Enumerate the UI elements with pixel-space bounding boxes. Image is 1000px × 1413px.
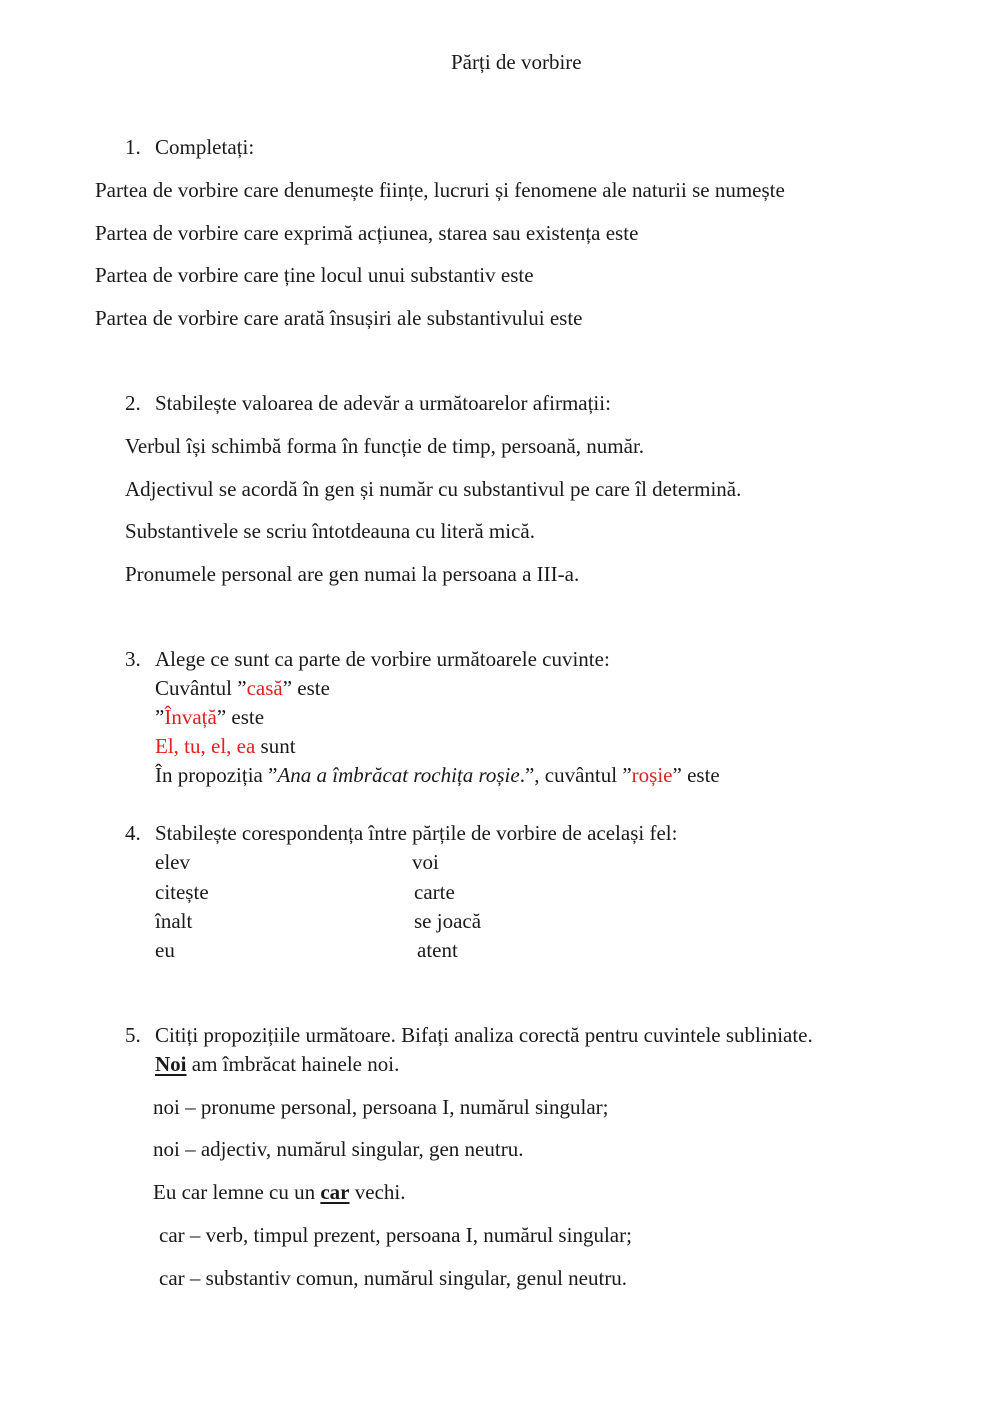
q3-l4-post: ” este xyxy=(672,763,720,787)
q5-s2-underlined-word: car xyxy=(320,1180,350,1204)
q3-l4-sentence: Ana a îmbrăcat rochița roșie xyxy=(277,763,520,787)
q2-line-4: Pronumele personal are gen numai la persoana a III-a. xyxy=(125,562,580,586)
q3-heading-text: Alege ce sunt ca parte de vorbire următoarele cuvinte: xyxy=(155,647,610,671)
q3-l4-mid: .”, cuvântul ” xyxy=(519,763,632,787)
q1-number: 1. xyxy=(125,135,141,159)
q5-s1-option-2: noi – adjectiv, numărul singular, gen neutru. xyxy=(153,1137,524,1161)
q3-l1-pre: Cuvântul ” xyxy=(155,676,247,700)
q5-heading-text: Citiți propozițiile următoare. Bifați analiza corectă pentru cuvintele subliniate. xyxy=(155,1023,813,1047)
q3-l4-word: roșie xyxy=(631,763,673,787)
q3-l2-post: ” este xyxy=(216,705,265,729)
q4-right-4: atent xyxy=(417,938,458,962)
q4-left-1: elev xyxy=(155,850,190,874)
q2-line-3: Substantivele se scriu întotdeauna cu literă mică. xyxy=(125,519,535,543)
q5-s2-pre: Eu car lemne cu un xyxy=(153,1180,321,1204)
q5-sentence-2 xyxy=(153,1179,405,1205)
q3-l2-word: Învață xyxy=(164,705,217,729)
q3-l4-pre: În propoziția ” xyxy=(155,763,278,787)
q2-line-2: Adjectivul se acordă în gen și număr cu substantivul pe care îl determină. xyxy=(125,477,742,501)
q5-s2-post: vechi. xyxy=(349,1180,406,1204)
q5-s2-option-1: car – verb, timpul prezent, persoana I, numărul singular; xyxy=(159,1223,632,1247)
q5-sentence-1 xyxy=(155,1051,399,1077)
q4-right-1: voi xyxy=(412,850,439,874)
q2-heading xyxy=(125,390,611,416)
q4-left-4: eu xyxy=(155,938,175,962)
q1-line-4: Partea de vorbire care arată însușiri ale substantivului este xyxy=(95,306,583,330)
q4-heading xyxy=(125,820,677,846)
q3-l3-word: El, tu, el, ea xyxy=(155,734,256,758)
q3-line-2 xyxy=(155,704,264,730)
q3-l1-post: ” este xyxy=(282,676,330,700)
page-title: Părți de vorbire xyxy=(451,50,582,74)
q3-l3-post: sunt xyxy=(255,734,296,758)
q3-heading xyxy=(125,646,610,672)
q4-left-3: înalt xyxy=(155,909,193,933)
q4-number: 4. xyxy=(125,821,141,845)
q5-s1-rest: am îmbrăcat hainele noi. xyxy=(186,1052,400,1076)
q4-left-2: citește xyxy=(155,880,209,904)
q3-l2-pre: ” xyxy=(155,705,165,729)
q3-l1-word: casă xyxy=(246,676,283,700)
q1-heading xyxy=(125,134,254,160)
q1-heading-text: Completați: xyxy=(155,135,255,159)
q4-right-2: carte xyxy=(414,880,455,904)
q3-number: 3. xyxy=(125,647,141,671)
q5-s1-option-1: noi – pronume personal, persoana I, numărul singular; xyxy=(153,1095,609,1119)
q1-line-3: Partea de vorbire care ține locul unui substantiv este xyxy=(95,263,534,287)
q2-line-1: Verbul își schimbă forma în funcție de timp, persoană, număr. xyxy=(125,434,645,458)
q5-s1-underlined-word: Noi xyxy=(155,1052,187,1076)
q5-s2-option-2: car – substantiv comun, numărul singular, genul neutru. xyxy=(159,1266,628,1290)
q5-number: 5. xyxy=(125,1023,141,1047)
q1-line-2: Partea de vorbire care exprimă acțiunea, starea sau existența este xyxy=(95,221,639,245)
q2-heading-text: Stabilește valoarea de adevăr a următoarelor afirmații: xyxy=(155,391,611,415)
q3-line-3 xyxy=(155,733,296,759)
q2-number: 2. xyxy=(125,391,141,415)
q4-right-3: se joacă xyxy=(414,909,482,933)
q4-heading-text: Stabilește corespondența între părțile de vorbire de același fel: xyxy=(155,821,678,845)
q3-line-4 xyxy=(155,762,720,788)
q5-heading xyxy=(125,1022,813,1048)
q1-line-1: Partea de vorbire care denumește ființe, lucruri și fenomene ale naturii se numește xyxy=(95,178,785,202)
q3-line-1 xyxy=(155,675,330,701)
